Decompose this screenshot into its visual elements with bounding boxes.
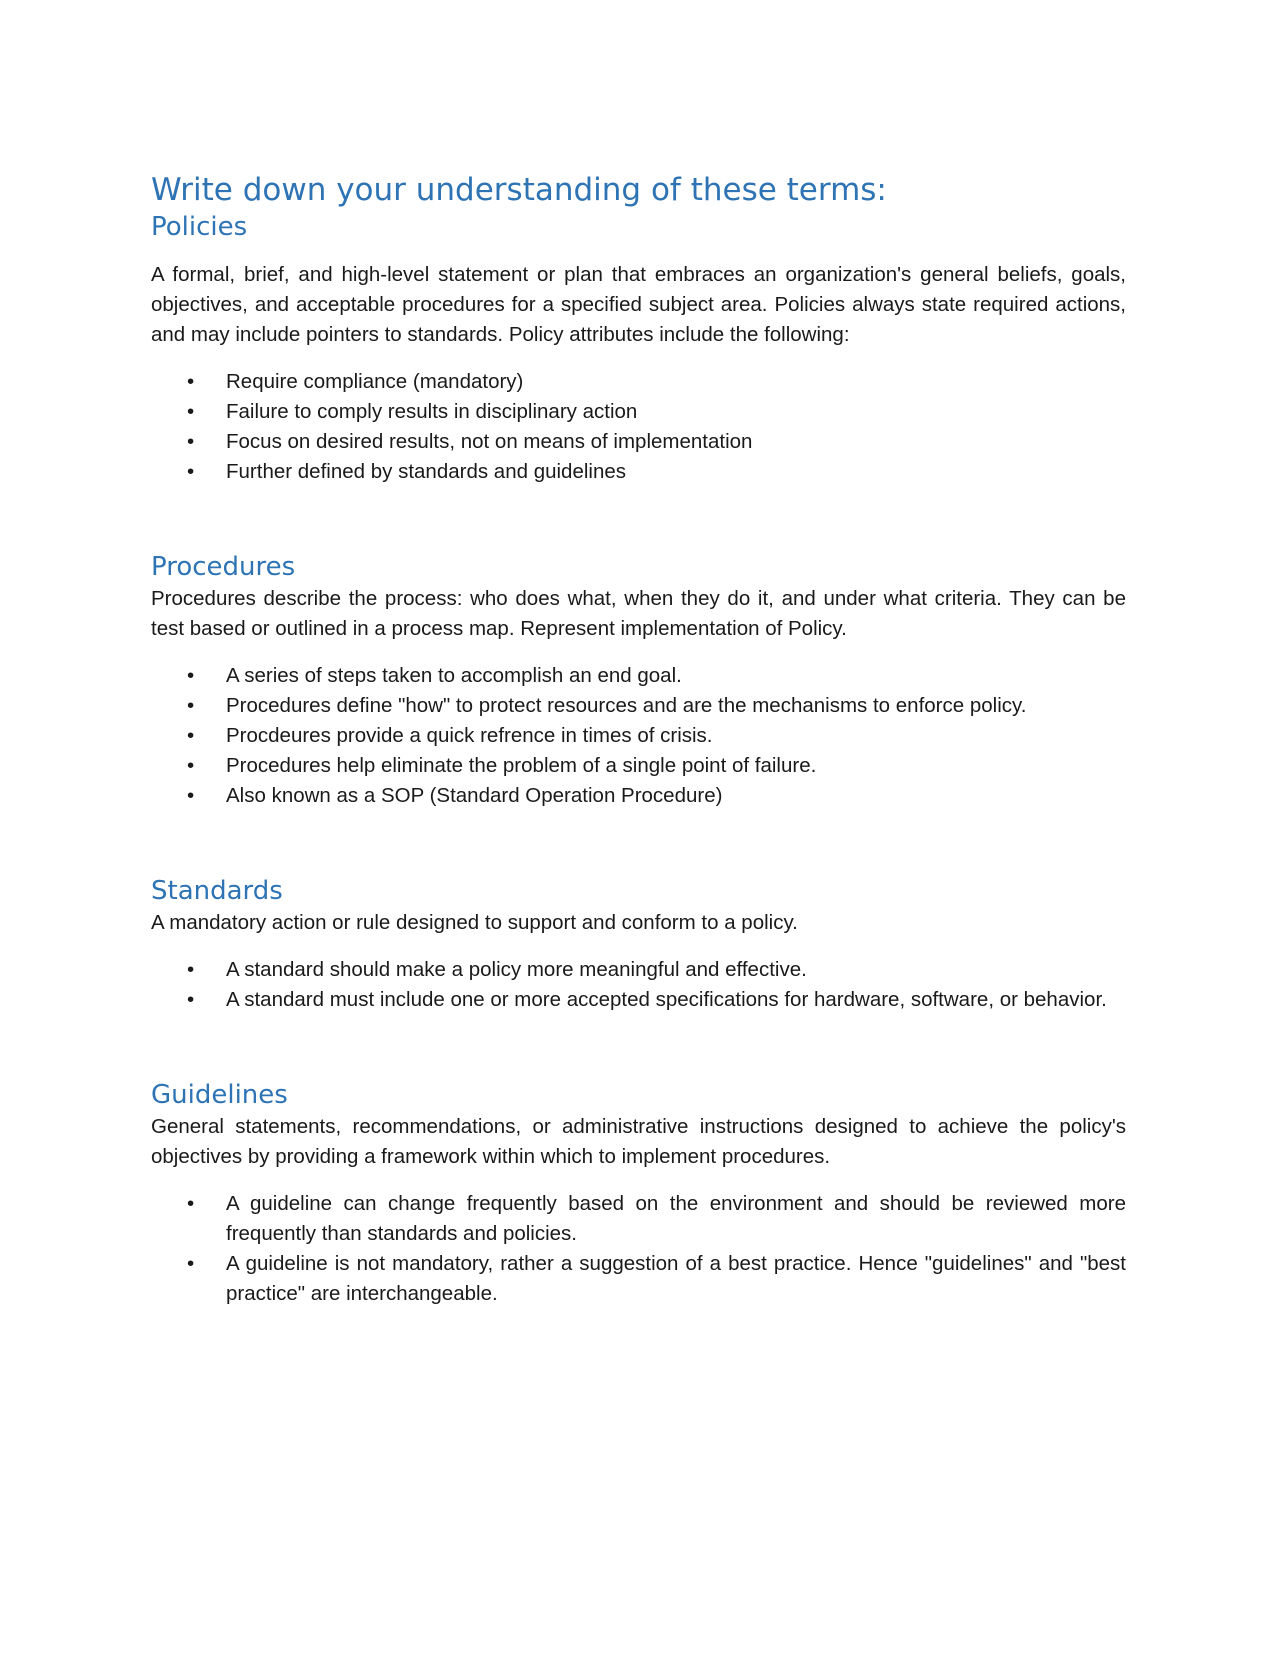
list-item-text: A guideline is not mandatory, rather a suggestion of a best practice. Hence "guidelines" and "best practice" are interchangeable. (226, 1252, 1126, 1305)
list-item (151, 691, 1126, 721)
policies-heading: Policies (151, 212, 248, 242)
document-title: Write down your understanding of these terms: (151, 172, 887, 208)
list-item-text: A standard must include one or more accepted specifications for hardware, software, or behavior. (226, 988, 1107, 1011)
document-page (151, 170, 1126, 1309)
list-item (151, 751, 1126, 781)
list-item (151, 721, 1126, 751)
list-item-text: A standard should make a policy more meaningful and effective. (226, 958, 807, 981)
policies-bullet-list (151, 367, 1126, 487)
list-item (151, 457, 1126, 487)
standards-bullet-list (151, 955, 1126, 1015)
bullet-icon: • (187, 724, 195, 747)
list-item (151, 367, 1126, 397)
list-item (151, 397, 1126, 427)
list-item-text: Require compliance (mandatory) (226, 370, 524, 393)
procedures-paragraph: Procedures describe the process: who does what, when they do it, and under what criteria. They can be test based or outlined in a process map. Represent implementation of Policy. (151, 587, 1126, 640)
list-item-text: Also known as a SOP (Standard Operation Procedure) (226, 784, 723, 807)
bullet-icon: • (187, 988, 195, 1011)
list-item-text: Focus on desired results, not on means of implementation (226, 430, 753, 453)
bullet-icon: • (187, 1192, 195, 1215)
bullet-icon: • (187, 400, 195, 423)
list-item-text: A guideline can change frequently based on the environment and should be reviewed more frequently than standards and policies. (226, 1192, 1126, 1245)
list-item-text: Procedures define "how" to protect resources and are the mechanisms to enforce policy. (226, 694, 1027, 717)
bullet-icon: • (187, 370, 195, 393)
list-item-text: Failure to comply results in disciplinary action (226, 400, 638, 423)
list-item (151, 427, 1126, 457)
list-item-text: A series of steps taken to accomplish an end goal. (226, 664, 682, 687)
standards-heading: Standards (151, 876, 283, 906)
list-item (151, 955, 1126, 985)
bullet-icon: • (187, 430, 195, 453)
bullet-icon: • (187, 784, 195, 807)
list-item (151, 781, 1126, 811)
guidelines-bullet-list (151, 1189, 1126, 1309)
bullet-icon: • (187, 664, 195, 687)
bullet-icon: • (187, 958, 195, 981)
list-item (151, 661, 1126, 691)
list-item (151, 1249, 1126, 1309)
guidelines-heading: Guidelines (151, 1080, 288, 1110)
procedures-heading: Procedures (151, 552, 296, 582)
policies-paragraph: A formal, brief, and high-level statement or plan that embraces an organization's general beliefs, goals, objectives, and acceptable procedures for a specified subject area. Policies always state required actions, and may include pointers to standards. Policy attributes include the following: (151, 263, 1126, 346)
guidelines-paragraph: General statements, recommendations, or administrative instructions designed to achieve the policy's objectives by providing a framework within which to implement procedures. (151, 1115, 1126, 1168)
bullet-icon: • (187, 694, 195, 717)
list-item-text: Procdeures provide a quick refrence in times of crisis. (226, 724, 713, 747)
list-item (151, 985, 1126, 1015)
bullet-icon: • (187, 754, 195, 777)
procedures-bullet-list (151, 661, 1126, 811)
list-item (151, 1189, 1126, 1249)
bullet-icon: • (187, 460, 195, 483)
list-item-text: Further defined by standards and guidelines (226, 460, 627, 483)
standards-paragraph: A mandatory action or rule designed to support and conform to a policy. (151, 911, 798, 934)
bullet-icon: • (187, 1252, 195, 1275)
list-item-text: Procedures help eliminate the problem of a single point of failure. (226, 754, 817, 777)
